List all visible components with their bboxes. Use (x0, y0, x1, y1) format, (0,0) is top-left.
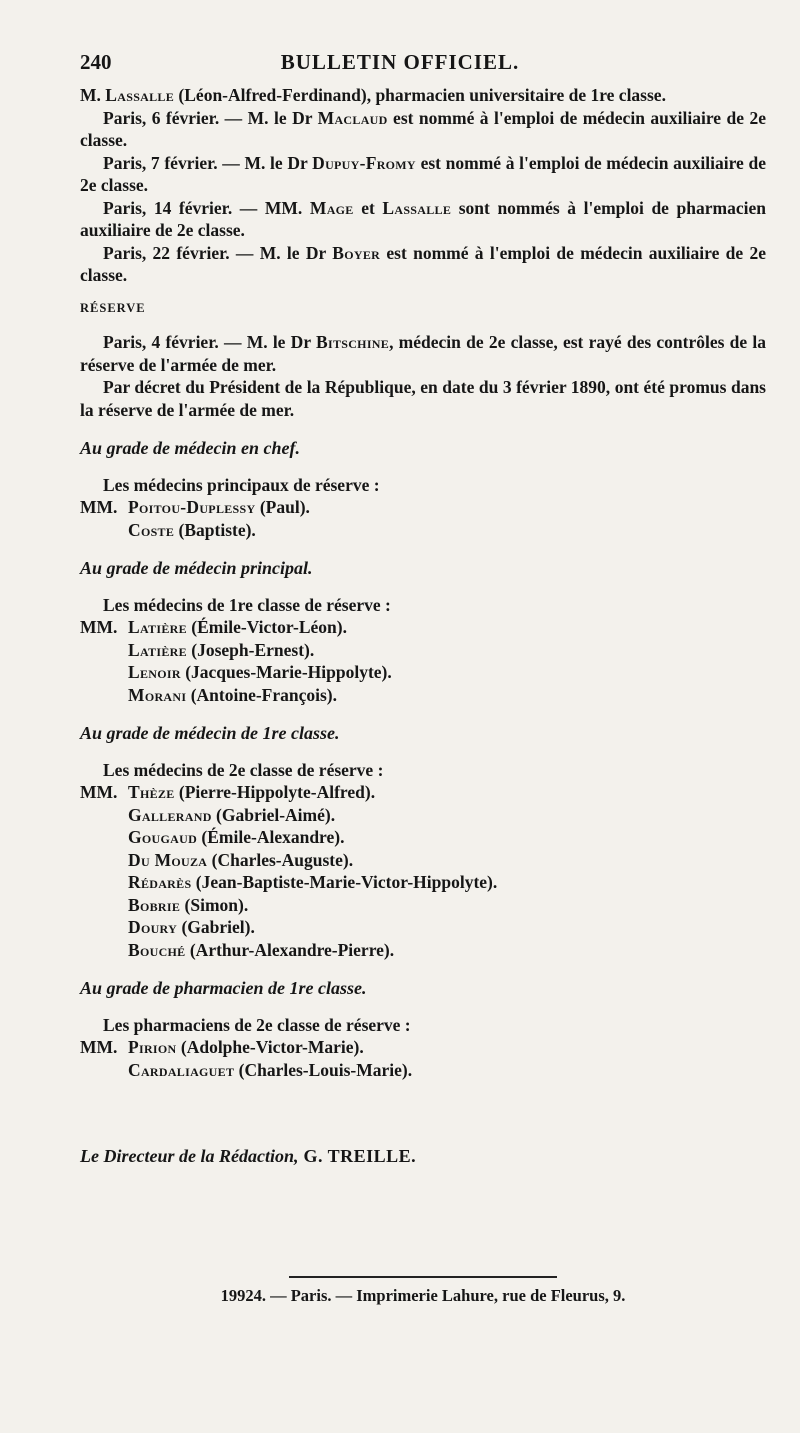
footer-rule (289, 1276, 557, 1278)
given-names: (Émile-Alexandre). (197, 827, 345, 847)
list-item (80, 639, 766, 662)
section-intro: Les médecins de 1re classe de réserve : (103, 594, 391, 615)
page-header (80, 50, 720, 78)
list-prefix (80, 519, 128, 542)
list-prefix (80, 871, 128, 894)
paragraph-decret: Par décret du Président de la République, en date du 3 février 1890, ont été promus dans la réserve de l'armée de mer. (80, 377, 766, 420)
section-intro: Les pharmaciens de 2e classe de réserve : (103, 1014, 411, 1035)
list-item (80, 684, 766, 707)
paragraph-mage-lassalle (80, 197, 766, 242)
grade-heading: Au grade de pharmacien de 1re classe. (80, 978, 367, 998)
surname: Latière (128, 617, 187, 637)
surname: Latière (128, 639, 187, 660)
promotion-list (80, 616, 766, 706)
given-names: (Baptiste). (174, 519, 256, 540)
signature-line (80, 1145, 766, 1168)
list-prefix (80, 849, 128, 872)
text-run: Paris, 6 février. — M. le Dr (103, 107, 318, 128)
paragraph-bitschine (80, 331, 766, 376)
surname: Morani (128, 684, 187, 705)
list-prefix: MM. (80, 1037, 118, 1057)
list-prefix (80, 804, 128, 827)
given-names: (Joseph-Ernest). (186, 639, 315, 660)
text-run: est nommé à l'emploi de médecin auxiliaire de 2e classe. (80, 107, 766, 150)
list-item (80, 496, 766, 519)
given-names: (Jean-Baptiste-Marie-Victor-Hippolyte). (191, 872, 498, 892)
paragraph-maclaud (80, 107, 766, 152)
signature-name: G. TREILLE. (298, 1146, 417, 1166)
text-run: sont nommés à l'emploi de pharmacien auxiliaire de 2e classe. (80, 197, 766, 240)
reserve-heading: RÉSERVE (80, 300, 146, 315)
text-run: Paris, 4 février. — M. le Dr (103, 332, 316, 352)
text-run: est nommé à l'emploi de médecin auxiliaire de 2e classe. (80, 152, 766, 195)
section-intro: Les médecins de 2e classe de réserve : (103, 759, 384, 780)
surname: Gougaud (128, 827, 198, 847)
given-names: (Jacques-Marie-Hippolyte). (180, 662, 392, 682)
list-prefix: MM. (80, 497, 118, 517)
signature-role: Le Directeur de la Rédaction, (80, 1146, 299, 1166)
given-names: (Pierre-Hippolyte-Alfred). (174, 782, 376, 802)
given-names: (Paul). (255, 497, 310, 517)
surname: Bitschine (316, 332, 390, 352)
surname: Lassalle (382, 197, 452, 218)
surname: Gallerand (128, 804, 212, 825)
list-item (80, 1059, 766, 1082)
surname: Rédarès (128, 872, 192, 892)
list-prefix: MM. (80, 617, 118, 637)
surname: Lenoir (128, 662, 181, 682)
text-run: est nommé à l'emploi de médecin auxiliaire de 2e classe. (80, 242, 766, 285)
document-body (80, 84, 766, 1168)
given-names: (Simon). (180, 894, 249, 915)
paragraph-boyer (80, 242, 766, 287)
list-item (80, 781, 766, 804)
list-item (80, 616, 766, 639)
surname: Maclaud (317, 107, 388, 128)
text-run: Paris, 22 février. — M. le Dr (103, 242, 333, 263)
list-prefix: MM. (80, 782, 118, 802)
list-item (80, 1036, 766, 1059)
given-names: (Adolphe-Victor-Marie). (176, 1037, 364, 1057)
list-prefix (80, 684, 128, 707)
surname: Boyer (332, 242, 381, 263)
section-intro: Les médecins principaux de réserve : (103, 474, 380, 495)
bulletin-title: BULLETIN OFFICIEL. (280, 50, 520, 74)
list-item (80, 849, 766, 872)
list-item (80, 826, 766, 849)
text-run: , médecin de 2e classe, est rayé des contrôles de la réserve de l'armée de mer. (80, 332, 766, 375)
paragraph-lassalle (80, 84, 766, 107)
surname: Mage (309, 197, 354, 218)
surname: Dupuy-Fromy (312, 152, 416, 173)
promotion-list (80, 1036, 766, 1081)
page-number: 240 (80, 50, 112, 74)
list-prefix (80, 639, 128, 662)
grade-heading: Au grade de médecin principal. (80, 558, 313, 578)
list-prefix (80, 1059, 128, 1082)
list-item (80, 871, 766, 894)
list-item (80, 519, 766, 542)
list-item (80, 894, 766, 917)
given-names: (Gabriel-Aimé). (211, 804, 336, 825)
given-names: (Antoine-François). (186, 684, 338, 705)
paragraph-dupuy-fromy (80, 152, 766, 197)
text-run: et (353, 197, 383, 218)
list-prefix (80, 661, 128, 684)
grade-heading: Au grade de médecin en chef. (80, 438, 300, 458)
surname: Bouché (128, 939, 186, 960)
surname: Coste (128, 519, 175, 540)
list-item (80, 804, 766, 827)
list-prefix (80, 894, 128, 917)
given-names: (Gabriel). (177, 917, 255, 937)
surname: Doury (128, 917, 178, 937)
given-names: (Charles-Auguste). (207, 849, 354, 870)
text-run: M. (80, 85, 106, 105)
surname: Poitou-Duplessy (128, 497, 256, 517)
list-prefix (80, 916, 128, 939)
surname: Lassalle (105, 85, 175, 105)
given-names: (Émile-Victor-Léon). (186, 617, 347, 637)
list-item (80, 661, 766, 684)
grade-heading: Au grade de médecin de 1re classe. (80, 723, 340, 743)
given-names: (Arthur-Alexandre-Pierre). (185, 939, 395, 960)
list-item (80, 916, 766, 939)
surname: Du Mouza (128, 849, 208, 870)
list-prefix (80, 826, 128, 849)
surname: Pirion (128, 1037, 177, 1057)
surname: Cardaliaguet (128, 1059, 235, 1080)
text-run: (Léon-Alfred-Ferdinand), pharmacien universitaire de 1re classe. (174, 85, 666, 105)
surname: Thèze (128, 782, 175, 802)
list-item (80, 939, 766, 962)
printer-footer: 19924. — Paris. — Imprimerie Lahure, rue de Fleurus, 9. (220, 1286, 626, 1305)
text-run: Paris, 7 février. — M. le Dr (103, 152, 313, 173)
text-run: Paris, 14 février. — MM. (103, 197, 310, 218)
surname: Bobrie (128, 894, 181, 915)
promotion-list (80, 496, 766, 541)
promotion-list (80, 781, 766, 961)
list-prefix (80, 939, 128, 962)
given-names: (Charles-Louis-Marie). (234, 1059, 413, 1080)
